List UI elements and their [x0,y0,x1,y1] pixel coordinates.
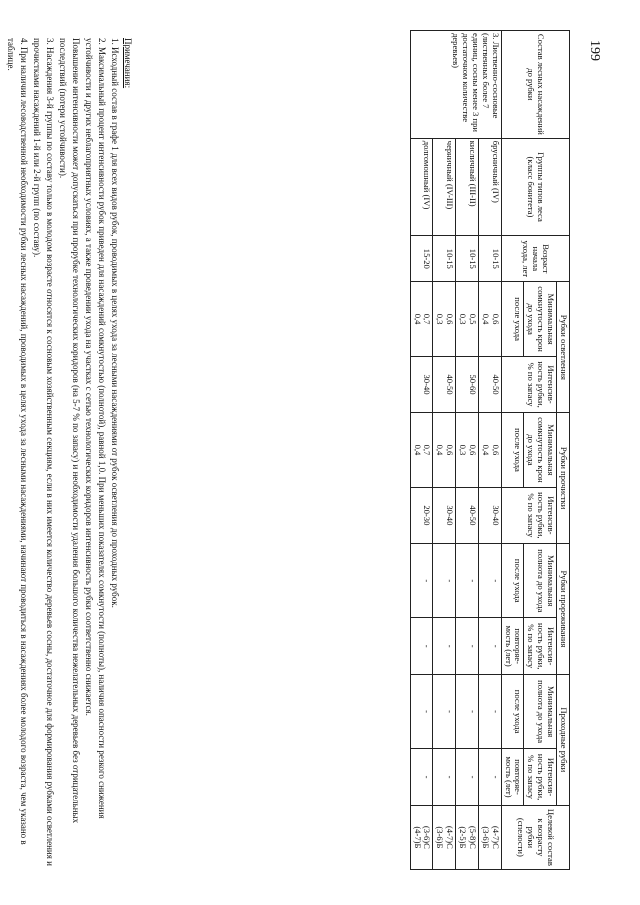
cell-passing-intensity: - [479,749,502,805]
cell-cleaning-closure: 0,6 0,4 [433,413,456,487]
cell-target: (4-7)С (3-6)Б [479,805,502,869]
page-number: 199 [587,40,602,61]
cell-thinning-intensity: - [410,618,433,674]
rotated-page-content [6,30,570,890]
cell-group: черничный (IV-III) [433,138,456,235]
cell-passing-intensity: - [410,749,433,805]
header-intensity: Интенсив-ность рубки, % по запасу [501,487,556,543]
cell-thinning-intensity: - [479,618,502,674]
cell-group: долгомошный (IV) [410,138,433,235]
cell-thinning-density: - [410,544,433,618]
header-target: Целевой состав к возрасту рубки (спелости) [501,805,569,869]
cell-thinning-density: - [433,544,456,618]
header-lightening: Рубки осветления [557,282,570,413]
header-min-density: Минимальная полнота до ухода [524,544,557,618]
header-thinning: Рубки прореживания [557,544,570,675]
cell-group: брусничный (IV) [479,138,502,235]
cell-lightening-closure: 0,7 0,4 [410,282,433,356]
header-repeat: повторяе-мость (лет) [501,618,524,674]
header-intensity: Интенсив-ность рубки, % по запасу [524,749,557,805]
cell-cleaning-closure: 0,6 0,4 [479,413,502,487]
cell-lightening-closure: 0,5 0,3 [456,282,479,356]
header-intensity: Интенсив-ность рубки, % по запасу [501,356,556,412]
header-cleaning: Рубки прочистки [557,413,570,544]
note-item: 4. При наличии лесоводственной необходимости рубки лесных насаждений, проводимых в целях ухода за лесными насаждениями, начинают проводиться в насаждениях более молодого возраста, чем указано в таблице. [6,38,29,845]
cell-passing-density: - [479,674,502,748]
cell-lightening-intensity: 50-60 [456,356,479,412]
cell-passing-intensity: - [433,749,456,805]
cell-thinning-intensity: - [456,618,479,674]
cell-lightening-intensity: 30-40 [410,356,433,412]
header-min-closure: Минимальная сомкнутость крон до ухода [524,413,557,487]
cell-cleaning-intensity: 20-30 [410,487,433,543]
cell-cleaning-intensity: 30-40 [433,487,456,543]
header-forest-groups: Группы типов леса (класс бонитета) [501,138,569,235]
cell-cleaning-intensity: 30-40 [479,487,502,543]
note-item: 1. Исходный состав в графе 1 для всех видов рубок, проводимых в целях ухода за лесными насаждениями от рубок осветления до проходных рубок. [110,38,120,608]
silviculture-table [410,30,570,870]
notes-section [4,38,134,868]
cell-group: кисличный (III-II) [456,138,479,235]
notes-title: Примечания: [123,38,133,89]
cell-age: 15-20 [410,236,433,282]
cell-target: (4-7)С (3-6)Б [433,805,456,869]
header-intensity: Интенсив-ность рубки, % по запасу [524,618,557,674]
cell-lightening-intensity: 40-50 [433,356,456,412]
cell-lightening-intensity: 40-50 [479,356,502,412]
cell-target: (3-6)С (4-7)Б [410,805,433,869]
cell-cleaning-intensity: 40-50 [456,487,479,543]
cell-thinning-density: - [479,544,502,618]
cell-lightening-closure: 0,6 0,4 [479,282,502,356]
cell-passing-intensity: - [456,749,479,805]
header-after: после ухода [501,282,524,356]
cell-passing-density: - [456,674,479,748]
header-composition: Состав лесных насаждений до рубки [501,31,569,139]
header-after: после ухода [501,674,524,748]
cell-thinning-density: - [456,544,479,618]
cell-target: (5-8)С (2-5)Б [456,805,479,869]
cell-passing-density: - [433,674,456,748]
cell-age: 10-15 [456,236,479,282]
header-min-density: Минимальная полнота до ухода [524,674,557,748]
cell-age: 10-15 [433,236,456,282]
header-age: Возраст начала ухода, лет [501,236,569,282]
note-item: 3. Насаждения 3-й группы по составу только в молодом возрасте относятся к сосновым хозяйственным секциям, если в них имеется количество деревьев сосны, достаточное для формирования рубками осветления и прочистками насаждений 1-й или 2-й групп (по составу). [32,38,55,866]
header-min-closure: Минимальная сомкнутость крон до ухода [524,282,557,356]
note-item: Повышение интенсивности может допускаться при прорубке технологических коридоров (на 5-7 % по запасу) и необходимости удаления большого количества нежелательных деревьев без отрицательных последствий (потери устойчивости). [58,38,81,824]
header-repeat: повторяе-мость (лет) [501,749,524,805]
cell-age: 10-15 [479,236,502,282]
header-after: после ухода [501,544,524,618]
header-passing: Проходные рубки [557,674,570,805]
cell-lightening-closure: 0,6 0,3 [433,282,456,356]
cell-cleaning-closure: 0,7 0,4 [410,413,433,487]
composition-cell: 3. Лиственно-сосновые (лиственных более 7 единиц, сосны менее 3 при достаточном количестве деревьев) [410,31,501,139]
cell-passing-density: - [410,674,433,748]
note-item: 2. Максимальный процент интенсивности рубок приведен для насаждений сомкнутостью (полнотой), равной 1,0. При меньших показателях сомкнутости (полноты), наличия опасности резкого снижения устойчивости и других неблагоприятных условиях, а также проведении ухода на участках с сетью технологических коридоров интенсивность рубки соответственно снижается. [84,38,107,819]
cell-cleaning-closure: 0,6 0,3 [456,413,479,487]
cell-thinning-intensity: - [433,618,456,674]
header-after: после ухода [501,413,524,487]
